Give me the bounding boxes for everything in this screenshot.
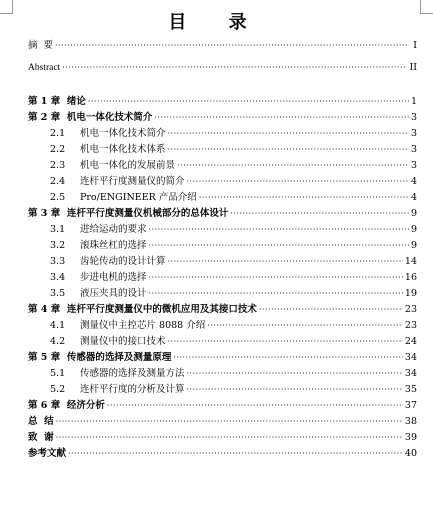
- toc-page-number: 23: [404, 320, 417, 331]
- toc-leader-dots: [168, 145, 409, 155]
- toc-entry-label: [28, 144, 167, 156]
- toc-page-number: 3: [410, 128, 417, 139]
- toc-entry-label: [28, 224, 148, 236]
- toc-section-number: 2.5: [50, 192, 66, 203]
- toc-entry[interactable]: [28, 60, 417, 74]
- toc-section-number: 3.1: [50, 224, 66, 235]
- toc-page-number: 39: [404, 432, 417, 443]
- toc-leader-dots: [154, 113, 409, 123]
- toc-entry[interactable]: [28, 190, 417, 204]
- toc-section-title: 机电一体化技术体系: [80, 144, 166, 155]
- toc-page-number: 4: [410, 176, 417, 187]
- toc-section-title: 机电一体化技术简介: [80, 128, 166, 139]
- toc-section-title: 连杆平行度测量仪的简介: [80, 176, 185, 187]
- toc-page-number: 9: [410, 224, 417, 235]
- toc-section-number: 3.4: [50, 272, 66, 283]
- toc-entry-label: [28, 384, 186, 396]
- toc-entry-label: 第 5 章 传感器的选择及测量原理: [28, 352, 172, 363]
- toc-entry[interactable]: [28, 318, 417, 332]
- toc-leader-dots: [187, 369, 403, 379]
- toc-entry[interactable]: [28, 446, 417, 460]
- toc-entry[interactable]: [28, 334, 417, 348]
- toc-entry-label: 参考文献: [28, 448, 67, 459]
- toc-leader-dots: [199, 193, 409, 203]
- toc-entry-label: 第 6 章 经济分析: [28, 400, 105, 411]
- toc-entry[interactable]: [28, 158, 417, 172]
- toc-section-number: 2.4: [50, 176, 66, 187]
- toc-title: 目 录: [168, 12, 265, 33]
- toc-leader-dots: [187, 177, 409, 187]
- toc-page-number: 14: [404, 256, 417, 267]
- toc-entry[interactable]: [28, 302, 417, 316]
- toc-section-title: 滚珠丝杠的选择: [80, 240, 147, 251]
- toc-section-number: 2.1: [50, 128, 66, 139]
- toc-leader-dots: [173, 353, 403, 363]
- toc-entry-label: 第 1 章 绪论: [28, 96, 86, 107]
- toc-leader-dots: [56, 433, 403, 443]
- toc-page-number: 38: [404, 416, 417, 427]
- toc-page-number: 3: [410, 112, 417, 123]
- toc-leader-dots: [149, 225, 409, 235]
- toc-page-number: 16: [404, 272, 417, 283]
- toc-leader-dots: [168, 257, 403, 267]
- toc-leader-dots: [68, 449, 403, 459]
- toc-section-title: Pro/ENGINEER 产品介绍: [80, 192, 197, 203]
- toc-section-title: 机电一体化的发展前景: [80, 160, 176, 171]
- toc-leader-dots: [56, 417, 403, 427]
- toc-entry[interactable]: [28, 238, 417, 252]
- toc-section-number: 5.1: [50, 368, 66, 379]
- toc-entry-label: [28, 336, 167, 348]
- toc-section-number: 4.1: [50, 320, 66, 331]
- toc-entry-label: [28, 192, 198, 204]
- toc-section-title: 测量仪中主控芯片 8088 介绍: [80, 320, 206, 331]
- toc-section-title: 齿轮传动的设计计算: [80, 256, 166, 267]
- toc-entry-label: 第 3 章 连杆平行度测量仪机械部分的总体设计: [28, 208, 229, 219]
- toc-page-number: 9: [410, 208, 417, 219]
- toc-page-number: 1: [410, 96, 417, 107]
- toc-page-number: 35: [404, 384, 417, 395]
- toc-page-number: 40: [404, 448, 417, 459]
- toc-entry[interactable]: [28, 38, 417, 52]
- toc-entry[interactable]: [28, 270, 417, 284]
- toc-entry-label: [28, 160, 176, 172]
- toc-section-title: 步进电机的选择: [80, 272, 147, 283]
- toc-leader-dots: [62, 63, 407, 73]
- toc-section-title: 进给运动的要求: [80, 224, 147, 235]
- toc-leader-dots: [55, 41, 409, 51]
- toc-entry[interactable]: [28, 382, 417, 396]
- toc-section-number: 3.3: [50, 256, 66, 267]
- toc-entry-label: [28, 272, 148, 284]
- toc-leader-dots: [187, 385, 403, 395]
- toc-entry-label: [28, 176, 186, 188]
- toc-entry[interactable]: [28, 414, 417, 428]
- toc-section-title: 液压夹具的设计: [80, 288, 147, 299]
- toc-page-number: II: [409, 62, 417, 73]
- toc-page-number: 34: [404, 368, 417, 379]
- toc-entry[interactable]: [28, 254, 417, 268]
- toc-entry[interactable]: [28, 94, 417, 108]
- toc-leader-dots: [230, 209, 409, 219]
- toc-section-title: 连杆平行度的分析及计算: [80, 384, 185, 395]
- toc-entry[interactable]: [28, 174, 417, 188]
- toc-entry[interactable]: [28, 398, 417, 412]
- toc-leader-dots: [149, 241, 409, 251]
- toc-section-title: 传感器的选择及测量方法: [80, 368, 185, 379]
- toc-leader-dots: [168, 129, 409, 139]
- toc-leader-dots: [168, 337, 403, 347]
- toc-entry-label: [28, 320, 206, 332]
- toc-entry[interactable]: [28, 350, 417, 364]
- toc-entry-label: [28, 288, 148, 300]
- toc-section-number: 5.2: [50, 384, 66, 395]
- toc-page-number: 34: [404, 352, 417, 363]
- toc-entry[interactable]: [28, 222, 417, 236]
- toc-leader-dots: [88, 97, 409, 107]
- toc-entry[interactable]: [28, 206, 417, 220]
- toc-page-number: 9: [410, 240, 417, 251]
- toc-page-number: I: [410, 40, 417, 52]
- toc-section-number: 3.5: [50, 288, 66, 299]
- toc-entry-label: Abstract: [28, 63, 61, 73]
- toc-section-number: 4.2: [50, 336, 66, 347]
- toc-entry-label: 总 结: [28, 416, 54, 427]
- toc-section-number: 2.3: [50, 160, 66, 171]
- toc-page-number: 3: [410, 160, 417, 171]
- toc-section-number: 2.2: [50, 144, 66, 155]
- toc-leader-dots: [259, 305, 403, 315]
- toc-entry-label: 第 4 章 连杆平行度测量仪中的微机应用及其接口技术: [28, 304, 257, 315]
- toc-entry-label: 摘 要: [28, 40, 54, 51]
- toc-entry-label: [28, 128, 167, 140]
- toc-entry-label: 第 2 章 机电一体化技术简介: [28, 112, 153, 123]
- toc-page-number: 3: [410, 144, 417, 155]
- toc-page-number: 24: [404, 336, 417, 347]
- toc-entry[interactable]: [28, 110, 417, 124]
- toc-entry-label: [28, 368, 186, 380]
- toc-entry[interactable]: [28, 430, 417, 444]
- toc-leader-dots: [149, 289, 403, 299]
- toc-leader-dots: [149, 273, 403, 283]
- toc-page-number: 37: [404, 400, 417, 411]
- toc-entry-label: 致 谢: [28, 432, 54, 443]
- toc-entry[interactable]: [28, 142, 417, 156]
- toc-page-number: 19: [404, 288, 417, 299]
- toc-entry[interactable]: [28, 126, 417, 140]
- toc-entry-label: [28, 256, 167, 268]
- toc-page-number: 4: [410, 192, 417, 203]
- toc-section-title: 测量仪中的接口技术: [80, 336, 166, 347]
- toc-section-number: 3.2: [50, 240, 66, 251]
- toc-entry[interactable]: [28, 286, 417, 300]
- toc-leader-dots: [207, 321, 403, 331]
- toc-entry-label: [28, 240, 148, 252]
- toc-entry[interactable]: [28, 366, 417, 380]
- toc-leader-dots: [177, 161, 409, 171]
- toc-leader-dots: [107, 401, 403, 411]
- toc-page-number: 23: [404, 304, 417, 315]
